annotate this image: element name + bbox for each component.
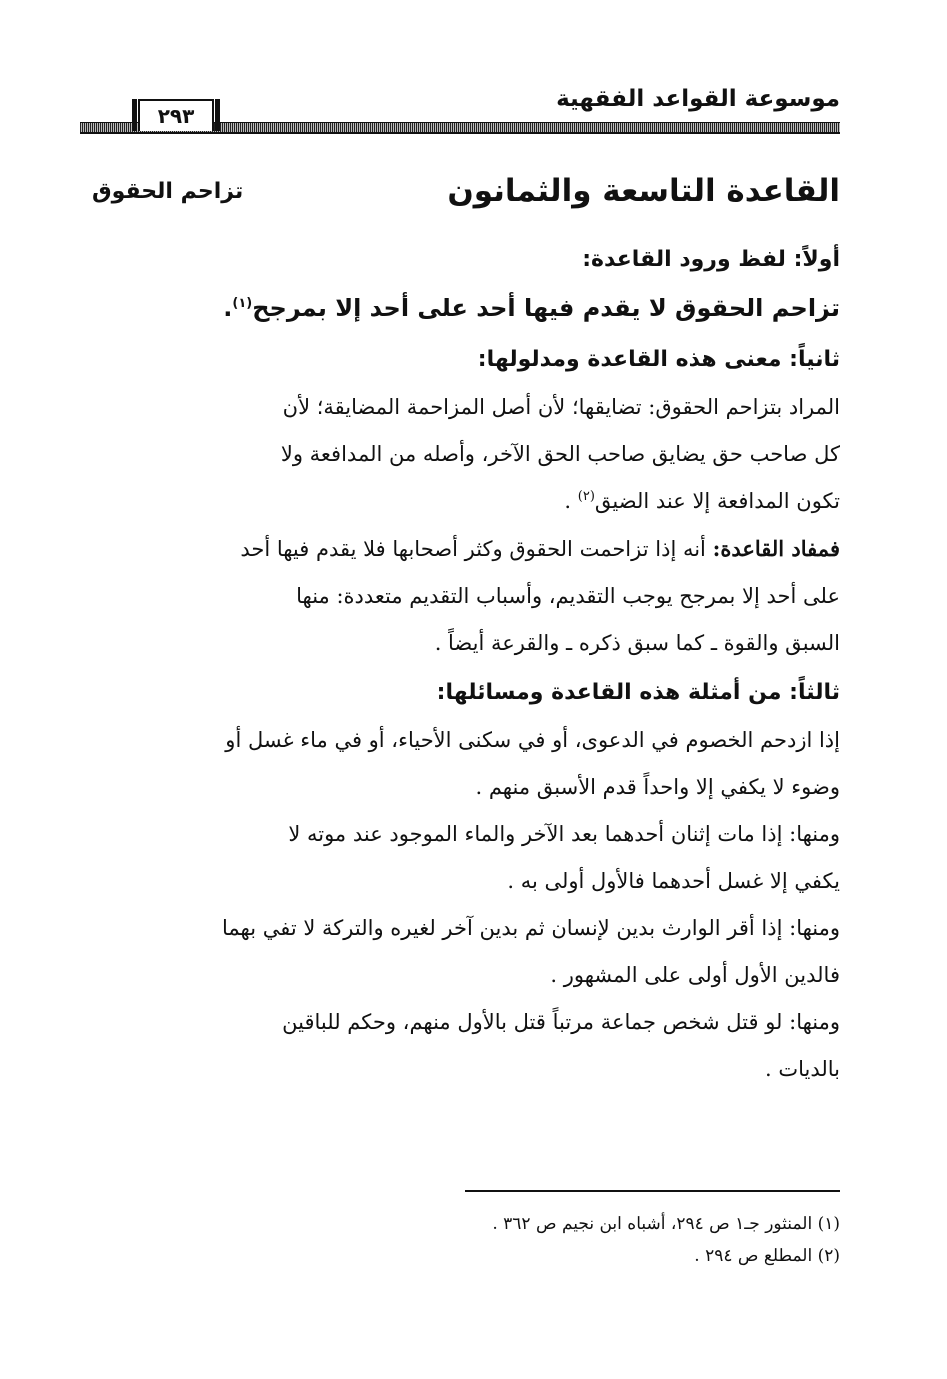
text-line: ومنها: لو قتل شخص جماعة مرتباً قتل بالأول منهم، وحكم للباقين bbox=[282, 1010, 840, 1034]
text-line: إذا ازدحم الخصوم في الدعوى، أو في سكنى الأحياء، أو في ماء غسل أو bbox=[225, 728, 840, 752]
meaning-paragraph bbox=[80, 384, 840, 525]
chapter-title-row bbox=[80, 168, 840, 218]
text-line: بالديات . bbox=[764, 1057, 840, 1081]
text-line: المراد بتزاحم الحقوق: تضايقها؛ لأن أصل المزاحمة المضايقة؛ لأن bbox=[282, 395, 840, 419]
text-line: فالدين الأول أولى على المشهور . bbox=[550, 963, 840, 987]
running-title: موسوعة القواعد الفقهية bbox=[556, 86, 840, 112]
text-line-end: . bbox=[564, 489, 578, 513]
section-heading-second: ثانياً: معنى هذه القاعدة ومدلولها: bbox=[477, 347, 840, 372]
footnote-2: (٢) المطلع ص ٢٩٤ . bbox=[694, 1246, 840, 1266]
text-line: كل صاحب حق يضايق صاحب الحق الآخر، وأصله من المدافعة ولا bbox=[280, 442, 840, 466]
footnotes bbox=[80, 1208, 840, 1272]
page-body bbox=[80, 240, 840, 1093]
rule-end: . bbox=[223, 294, 233, 322]
page-number: ٢٩٣ bbox=[138, 99, 214, 131]
rule-text: تزاحم الحقوق لا يقدم فيها أحد على أحد إلا بمرجح bbox=[252, 294, 840, 322]
page-header bbox=[80, 84, 840, 134]
example-paragraph bbox=[80, 905, 840, 999]
footnote-1: (١) المنثور جـ١ ص ٢٩٤، أشباه ابن نجيم ص ٣٦٢ . bbox=[492, 1214, 840, 1234]
footnote-ref-2[interactable]: (٢) bbox=[577, 489, 595, 504]
text-line: على أحد إلا بمرجح يوجب التقديم، وأسباب التقديم متعددة: منها bbox=[296, 584, 840, 608]
footnote-separator bbox=[465, 1190, 840, 1192]
text-line: يكفي إلا غسل أحدهما فالأول أولى به . bbox=[507, 869, 840, 893]
section-heading-third: ثالثاً: من أمثلة هذه القاعدة ومسائلها: bbox=[436, 680, 840, 705]
rule-statement bbox=[80, 284, 840, 340]
book-page bbox=[80, 0, 840, 1379]
example-paragraph bbox=[80, 811, 840, 905]
example-paragraph bbox=[80, 717, 840, 811]
rule-meaning-paragraph bbox=[80, 525, 840, 667]
example-paragraph bbox=[80, 999, 840, 1093]
chapter-subtitle: تزاحم الحقوق bbox=[92, 179, 244, 204]
text-line: ومنها: إذا مات إثنان أحدهما بعد الآخر والماء الموجود عند موته لا bbox=[288, 822, 840, 846]
text-line: ومنها: إذا أقر الوارث بدين لإنسان ثم بدين آخر لغيره والتركة لا تفي بهما bbox=[222, 916, 840, 940]
text-line: تكون المدافعة إلا عند الضيق bbox=[594, 489, 840, 513]
text-line: أنه إذا تزاحمت الحقوق وكثر أصحابها فلا يقدم فيها أحد bbox=[240, 537, 713, 561]
chapter-title: القاعدة التاسعة والثمانون bbox=[447, 173, 840, 209]
footnote-ref-1[interactable]: (١) bbox=[232, 296, 253, 311]
paragraph-lead: فمفاد القاعدة: bbox=[712, 536, 840, 561]
text-line: السبق والقوة ـ كما سبق ذكره ـ والقرعة أيضاً . bbox=[434, 631, 840, 655]
section-heading-first: أولاً: لفظ ورود القاعدة: bbox=[582, 247, 840, 272]
text-line: وضوء لا يكفي إلا واحداً قدم الأسبق منهم . bbox=[475, 775, 840, 799]
